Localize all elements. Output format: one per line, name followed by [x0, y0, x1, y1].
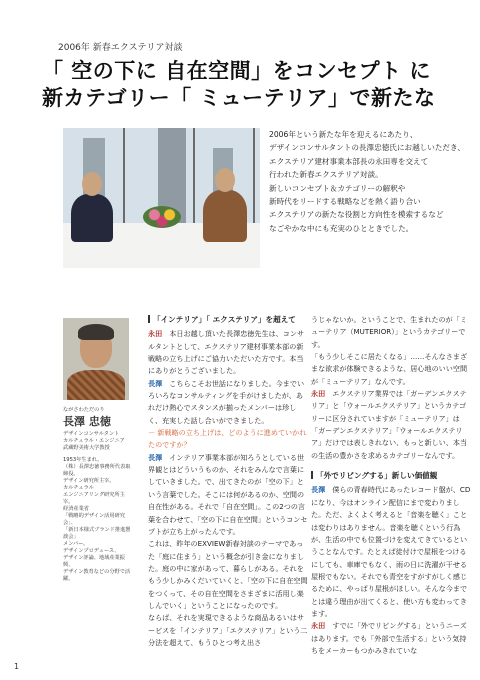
- speaker-label: 長澤: [311, 485, 326, 495]
- section-title: 「外でリビングする」新しい価値観: [311, 470, 471, 482]
- paragraph: 長澤 こちらこそお世話になりました。今までいろいろなコンサルティングを手がけましたが、あれだけ熱心でスタンスが揃ったメンバーは珍しく、充実した話し合いができました。: [148, 378, 305, 425]
- paragraph: 永田 本日お越し頂いた長澤忠徳先生は、コンサルタントとして、エクステリア建材事業本部の新戦略の立ち上げにご協力いただいた方です。本当にありがとうございました。: [148, 329, 305, 376]
- profile-title-2: カルチュラル・エンジニア: [63, 438, 125, 444]
- paragraph: 永田 エクステリア業界では「ガーデンエクステリア」と「ウォールエクステリア」というカテゴリーに区分されていますが「ミューテリア」は「ガーデンエクステリア」「ウォールエクステリア」だけでは表しきれない、もっと新しい、本当の生活の豊かさを求めるカテゴリーなんです。: [311, 389, 468, 460]
- profile-title-3: 武蔵野美術大学教授: [63, 445, 110, 451]
- interviewer-question: － 新戦略の立ち上げは、どのように進めていかれたのですか？: [148, 428, 307, 450]
- profile-furigana: ながさわただのり: [63, 407, 105, 413]
- speaker-label: 永田: [311, 389, 326, 399]
- speaker-label: 長澤: [148, 378, 163, 388]
- speaker-label: 長澤: [148, 452, 163, 462]
- speaker-label: 永田: [148, 329, 163, 339]
- header-subtitle: 2006年 新春エクステリア対談: [58, 43, 183, 53]
- profile: ながさわただのり 長澤 忠徳 デザインコンサルタント カルチュラル・エンジニア 武蔵野美術大学教授 1953年生まれ。 （株）長澤忠徳事務所代表取締役。 デザイン研究所主宰。 カルチュラル エンジニアリング研究所主宰。 経済産業省 「戦略的デザイン活用研究会」、 「新日本様式ブランド推進懇談会」 メンバー。 デザインプロデュース、 デザイン評論、地域産業振興、 デザイン教育などの分野で活躍。: [63, 407, 131, 582]
- paragraph: ならば、それを実現できるような商品あるいはサービスを「インテリア」「エクステリア」という二分法を超えて、もうひとつ考え出さ: [148, 613, 308, 647]
- headline-line-2: 新カテゴリー「 ミューテリア」で新たな: [42, 86, 436, 110]
- page-number: 1: [14, 662, 20, 671]
- article-column-1: [148, 314, 308, 649]
- paragraph: これは、昨年のEXVIEW新春対談のテーマであった「庭に住まう」という概念が引き金になりました。庭の中に家があって、暮らしがある。それをもう少しかみくだいていくと、「空の下に自在空間をつくって、その自在空間をさまざまに活用し楽しんでいく」ということになったのです。: [148, 539, 308, 610]
- paragraph: 長澤 インテリア事業本部が知ろうとしている世界観とはどういうものか、それをみんなで言葉にしていきました。で、出てきたのが「空の下」という言葉でした。そこには何があるのか、空間の自在性がある。それで「自在空間」。この2つの言葉を合わせて、「空の下に自在空間」というコンセプトが立ち上がったんです。: [148, 452, 308, 536]
- portrait-photo: [63, 318, 129, 400]
- section-title: 「インテリア」「 エクステリア」を超えて: [148, 314, 308, 326]
- speaker-label: 永田: [311, 621, 326, 631]
- dialogue-photo: [63, 128, 260, 268]
- article-column-2: [311, 314, 471, 657]
- paragraph: 長澤 僕らの青春時代にあったレコード盤が、CDになり、今はオンライン配信にまで変わりました。ただ、よくよく考えると「音楽を聴く」ことは変わりはありません。音楽を聴くという行為が、生活の中でも位置づけを変えてきているということなんです。たとえば徒付けで屋根をつけるにしても、車庫でもなく、雨の日に洗濯が干せる屋根でもない。それでも青空をすがすがしく感じるために、やっぱり屋根がほしい。そんな今までとは違う理由が出てくると、使い方も変わってきます。: [311, 485, 471, 618]
- profile-name: 長澤 忠徳: [63, 415, 111, 428]
- paragraph: 「もう少しそこに居たくなる」……そんなさまざまな欲求が体験できるような、居心地のいい空間が「ミューテリア」なんです。: [311, 352, 468, 386]
- intro-text: 2006年という新たな年を迎えるにあたり、 デザインコンサルタントの長澤忠徳氏にお越しいただき、 エクステリア建材事業本部長の永田専を交えて 行われた新春エクステリア対談。 新しいコンセプト＆カテゴリーの解釈や 新時代をリードする戦略などを熱く語り合い エクステリアの新たな役割と方向性を模索するなど なごやかな中にも充実のひとときでした。: [269, 130, 465, 233]
- headline: [42, 58, 436, 112]
- paragraph: うじゃないか。ということで、生まれたのが「ミューテリア（MUTERIOR）」というカテゴリーです。: [311, 315, 467, 349]
- headline-line-1: 「 空の下に 自在空間」をコンセプト に: [42, 59, 431, 83]
- paragraph: 永田 すでに「外でリビングする」というニーズはあります。でも「外部で生活する」という気持ちをメーカーもつかみきれていな: [311, 621, 467, 655]
- profile-title-1: デザインコンサルタント: [63, 431, 120, 437]
